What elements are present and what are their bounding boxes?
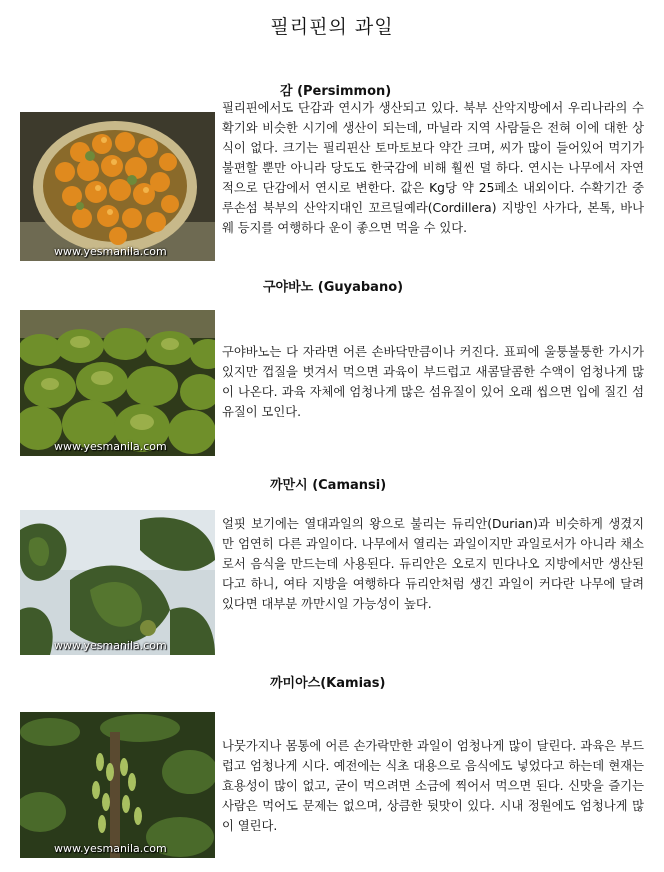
section-text-kamias: 나뭇가지나 몸통에 어른 손가락만한 과일이 엄청나게 많이 달린다. 과육은 부드럽고 엄청나게 시다. 예전에는 식초 대용으로 음식에도 넣었다고 하는데 현재는 효용성이 많이 없고, 굳이 먹으려면 소금에 찍어서 먹으면 된다. 신맛을 즐기는 사람은 먹어도 문제는 없으며, 상큼한 뒷맛이 있다. 시내 정원에도 엄청나게 많이 열린다. <box>222 739 644 833</box>
page-title: 필리핀의 과일 <box>270 16 394 38</box>
photo-watermark: www.yesmanila.com <box>54 842 167 855</box>
persimmon-photo <box>20 112 215 261</box>
guyabano-photo <box>20 310 215 456</box>
camansi-photo <box>20 510 215 655</box>
section-heading-kamias: 까미아스(Kamias) <box>270 676 386 691</box>
section-text-guyabano: 구야바노는 다 자라면 어른 손바닥만큼이나 커진다. 표피에 울퉁불퉁한 가시가 있지만 껍질을 벗겨서 먹으면 과육이 부드럽고 새콤달콤한 수액이 엄청나게 많이 나온다. 과육 자체에 엄청나게 많은 섬유질이 있어 오래 씹으면 입에 질긴 섬유질이 모인다. <box>222 345 644 419</box>
photo-watermark: www.yesmanila.com <box>54 440 167 453</box>
section-heading-persimmon: 감 (Persimmon) <box>280 84 392 99</box>
photo-watermark: www.yesmanila.com <box>54 639 167 652</box>
persimmon-image <box>20 112 215 261</box>
photo-watermark: www.yesmanila.com <box>54 245 167 258</box>
section-heading-camansi: 까만시 (Camansi) <box>270 478 387 493</box>
camansi-image <box>20 510 215 655</box>
section-heading-guyabano: 구야바노 (Guyabano) <box>263 280 404 295</box>
guyabano-image <box>20 310 215 456</box>
section-text-persimmon: 필리핀에서도 단감과 연시가 생산되고 있다. 북부 산악지방에서 우리나라의 수확기와 비슷한 시기에 생산이 되는데, 마닐라 지역 사람들은 전혀 이에 대한 상식이 없다. 크기는 필리핀산 토마토보다 약간 크며, 씨가 많이 들어있어 먹기가 불편할 뿐만 아니라 당도도 한국감에 비해 훨씬 덜 하다. 연시는 나무에서 자연적으로 단감에서 연시로 변한다. 값은 Kg당 약 25페소 내외이다. 수확기간 중루손섬 북부의 산악지대인 꼬르딜예라(Cordillera) 지방인 사가다, 본톡, 바나웨 등지를 여행하다 운이 좋으면 먹을 수 있다. <box>222 101 644 235</box>
section-text-camansi: 얼핏 보기에는 열대과일의 왕으로 불리는 듀리안(Durian)과 비슷하게 생겼지만 엄연히 다른 과일이다. 나무에서 열리는 과일이지만 과일로서가 아니라 채소로서 음식을 만드는데 사용된다. 듀리안은 오로지 민다나오 지방에서만 생산된다고 하니, 여타 지방을 여행하다 듀리안처럼 생긴 과일이 커다란 나무에 달려 있다면 대부분 까만시일 가능성이 높다. <box>222 517 644 611</box>
kamias-image <box>20 712 215 858</box>
kamias-photo <box>20 712 215 858</box>
